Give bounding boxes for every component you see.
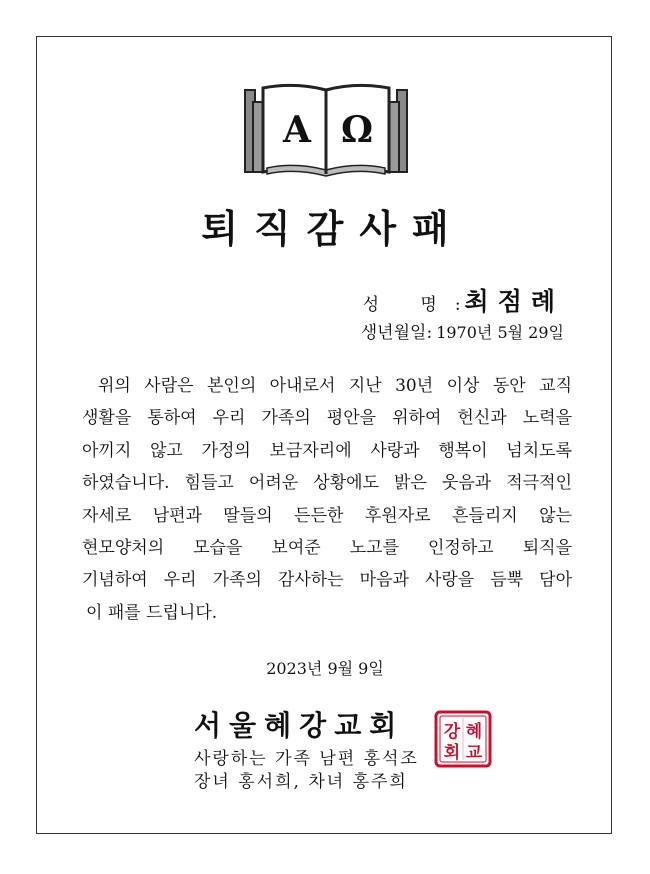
seal-char: 강 <box>443 722 461 742</box>
citation-line: 아끼지 않고 가정의 보금자리에 사랑과 행복이 넘치도록 <box>82 440 572 461</box>
seal-char: 교 <box>465 743 483 763</box>
alpha-omega-book-icon <box>243 80 409 180</box>
giver-line: 장녀 홍서희, 차녀 홍주희 <box>194 772 408 792</box>
church-name: 서울혜강교회 <box>194 709 405 742</box>
name-row <box>363 282 564 318</box>
seal-char: 회 <box>443 743 461 763</box>
name-value: 최점례 <box>464 287 564 316</box>
citation-line: 현모양처의 모습을 보여준 노고를 인정하고 퇴직을 <box>82 537 572 558</box>
page-title: 퇴직감사패 <box>201 207 465 251</box>
citation-line: 하였습니다. 힘들고 어려운 상황에도 밝은 웃음과 적극적인 <box>82 473 572 494</box>
award-date: 2023년 9월 9일 <box>266 659 384 678</box>
birthdate-label: 생년월일 <box>360 323 427 343</box>
birthdate-row <box>361 318 564 343</box>
citation-line: 생활을 통하여 우리 가족의 평안을 위하여 헌신과 노력을 <box>82 408 572 429</box>
alpha-letter: A <box>283 109 311 151</box>
seal-char: 혜 <box>465 722 483 742</box>
name-label: 성 명 <box>362 295 455 315</box>
citation-line: 위의 사람은 본인의 아내로서 지난 30년 이상 동안 교직 <box>98 376 572 396</box>
birthdate-colon: : <box>426 323 433 343</box>
omega-letter: Ω <box>340 109 374 151</box>
citation-line: 기념하여 우리 가족의 감사하는 마음과 사랑을 듬뿍 담아 <box>82 570 572 591</box>
giver-line: 사랑하는 가족 남편 홍석조 <box>194 749 419 769</box>
church-seal-stamp <box>434 710 492 768</box>
citation-line: 자세로 남편과 딸들의 든든한 후원자로 흔들리지 않는 <box>82 505 572 526</box>
citation-text <box>82 370 572 629</box>
birthdate-value: 1970년 5월 29일 <box>436 323 564 342</box>
name-colon: : <box>454 295 461 315</box>
citation-line: 이 패를 드립니다. <box>86 602 218 623</box>
